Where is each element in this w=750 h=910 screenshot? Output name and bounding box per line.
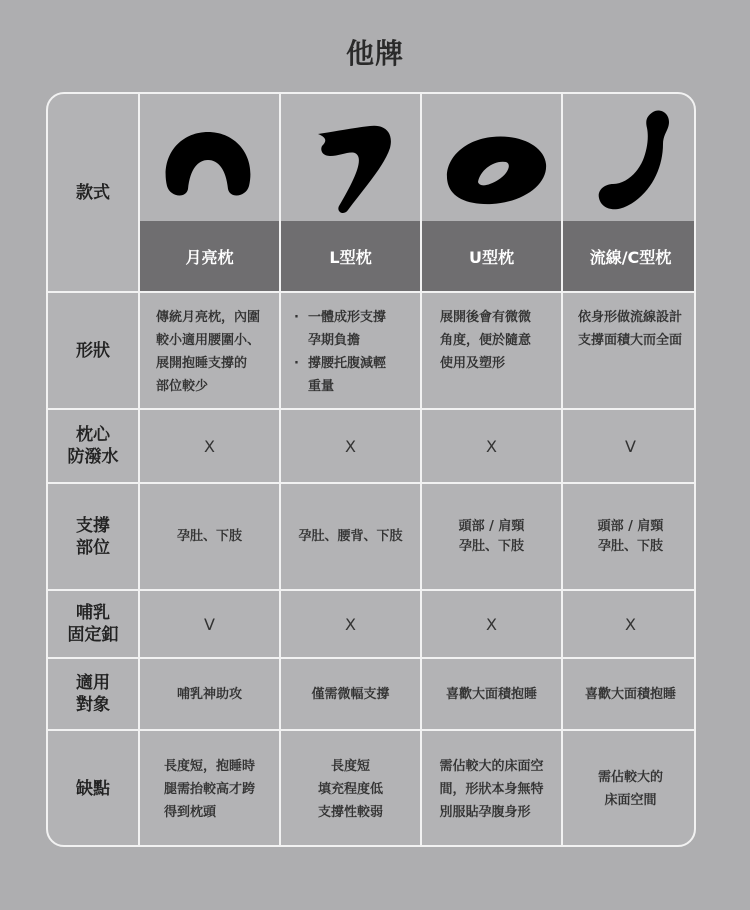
- shape-l-bullet-2: · 撐腰托腹減輕 重量: [294, 352, 386, 398]
- row-label-shape: 形狀: [76, 340, 110, 361]
- drawbacks-u-shaped: 需佔較大的床面空 間，形狀本身無特 別服貼孕腹身形: [439, 758, 544, 820]
- c-shaped-pillow-icon: [593, 108, 678, 218]
- u-shaped-pillow-icon: [440, 132, 550, 208]
- drawbacks-l-shaped: 長度短 填充程度低 支撐性較弱: [317, 758, 383, 820]
- waterproof-l-shaped: X: [345, 436, 356, 456]
- support-l-shaped: 孕肚、腰背、下肢: [298, 529, 403, 544]
- row-label-nursing: 哺乳 固定釦: [67, 603, 119, 645]
- support-u-shaped: 頭部 / 肩頸 孕肚、下肢: [458, 518, 525, 554]
- support-crescent: 孕肚、下肢: [176, 529, 242, 544]
- nursing-l-shaped: X: [345, 614, 356, 634]
- shape-l-bullet-1: · 一體成形支撐 孕期負擔: [294, 306, 386, 352]
- drawbacks-c-shaped: 需佔較大的 床面空間: [597, 770, 663, 808]
- product-name-u-shaped: U型枕: [469, 247, 514, 267]
- shape-crescent: 傳統月亮枕，內圍 較小適用腰圍小、 展開抱睡支撐的 部位較少: [156, 310, 261, 394]
- product-name-l-shaped: L型枕: [329, 247, 372, 267]
- nursing-crescent: V: [204, 614, 215, 634]
- support-c-shaped: 頭部 / 肩頸 孕肚、下肢: [597, 518, 664, 554]
- shape-u-shaped: 展開後會有微微 角度，便於隨意 使用及塑形: [440, 310, 532, 371]
- waterproof-crescent: X: [204, 436, 215, 456]
- nursing-u-shaped: X: [486, 614, 497, 634]
- audience-crescent: 哺乳神助攻: [176, 686, 242, 702]
- waterproof-u-shaped: X: [486, 436, 497, 456]
- comparison-table: [46, 92, 696, 847]
- audience-l-shaped: 僅需微幅支撐: [311, 686, 390, 702]
- crescent-pillow-icon: [158, 126, 258, 206]
- nursing-c-shaped: X: [625, 614, 636, 634]
- l-shaped-pillow-icon: [308, 122, 398, 222]
- audience-u-shaped: 喜歡大面積抱睡: [445, 686, 537, 702]
- row-label-style: 款式: [76, 182, 110, 203]
- shape-l-shaped: [294, 306, 418, 406]
- row-label-waterproof: 枕心 防潑水: [67, 425, 119, 467]
- shape-c-shaped: 依身形做流線設計 支撐面積大而全面: [578, 310, 683, 348]
- row-label-drawbacks: 缺點: [76, 779, 110, 799]
- drawbacks-crescent: 長度短，抱睡時 腿需抬較高才跨 得到枕頭: [163, 758, 255, 820]
- row-label-audience: 適用 對象: [76, 673, 110, 715]
- product-name-c-shaped: 流線/C型枕: [589, 247, 672, 267]
- waterproof-c-shaped: V: [625, 436, 636, 456]
- row-label-support: 支撐 部位: [76, 515, 110, 558]
- page-title: 他牌: [345, 37, 404, 70]
- audience-c-shaped: 喜歡大面積抱睡: [584, 686, 676, 702]
- product-name-crescent: 月亮枕: [185, 247, 234, 267]
